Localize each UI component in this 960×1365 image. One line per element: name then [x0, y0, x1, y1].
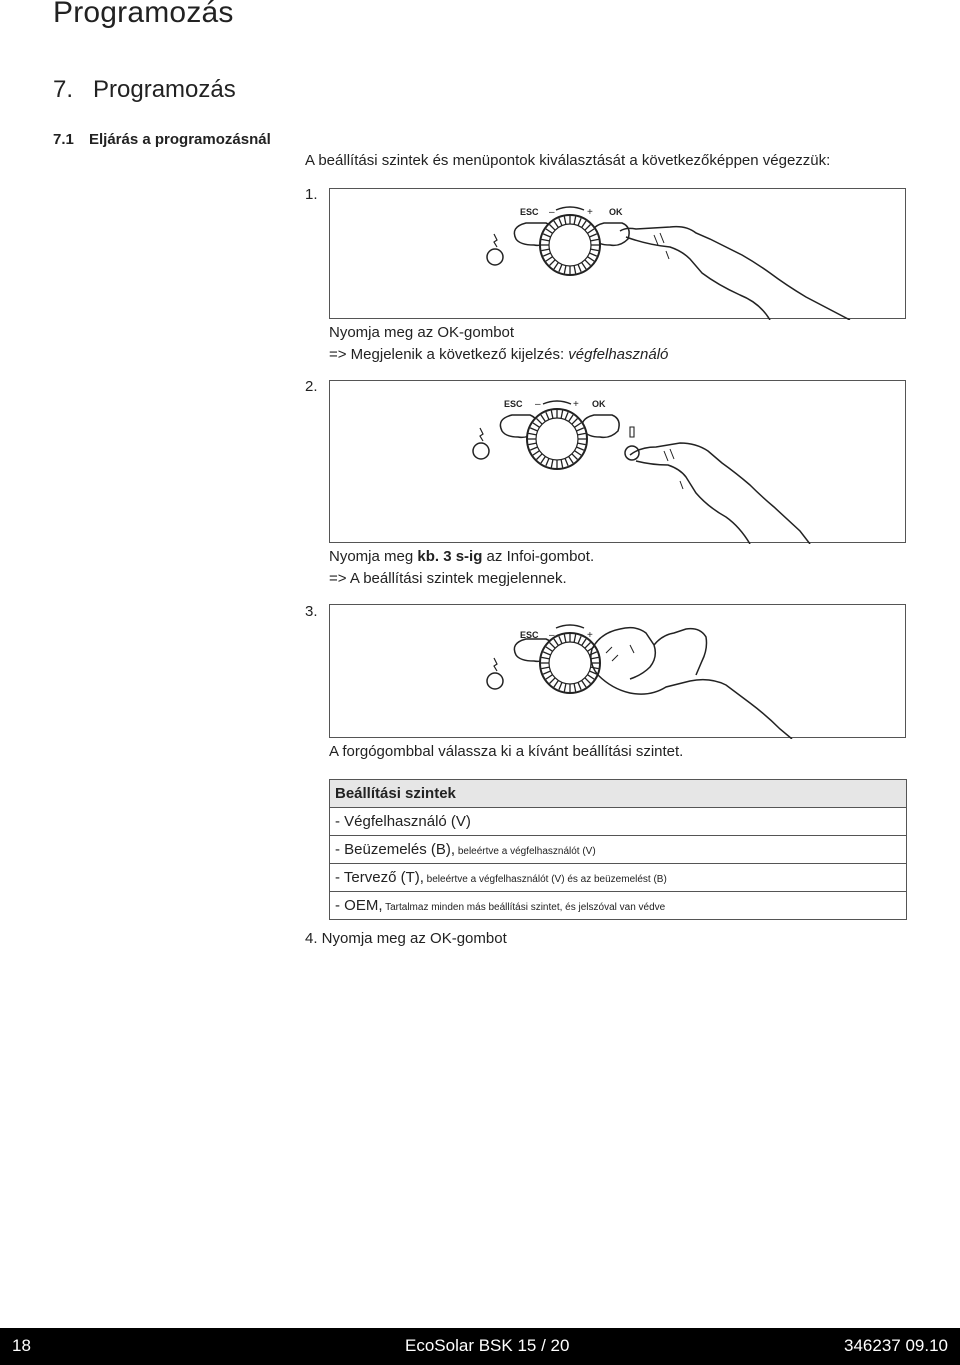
footer-page-number: 18	[12, 1336, 31, 1355]
section-title: Eljárás a programozásnál	[89, 131, 271, 148]
control-panel-illustration	[330, 381, 907, 544]
step-number-3: 3.	[305, 603, 318, 620]
table-header-cell: Beállítási szintek	[330, 780, 907, 808]
figure-step-1	[329, 188, 906, 319]
plus-label: +	[587, 630, 593, 641]
caption-step-3: A forgógombbal válassza ki a kívánt beállítási szintet.	[329, 743, 684, 760]
level-name: - Beüzemelés (B),	[335, 841, 456, 858]
control-panel-illustration	[330, 605, 907, 739]
hand-illustration	[630, 443, 810, 544]
control-panel-illustration	[330, 189, 907, 320]
caption-emphasis: végfelhasználó	[568, 346, 669, 363]
level-note: Tartalmaz minden más beállítási szintet, és jelszóval van védve	[382, 902, 666, 913]
figure-step-3	[329, 604, 906, 738]
page-footer	[0, 1328, 960, 1365]
level-name: - OEM,	[335, 897, 383, 914]
settings-levels-table	[329, 779, 907, 920]
section-number: 7.1	[53, 131, 74, 148]
info-button-shape	[487, 249, 503, 265]
figure-step-2	[329, 380, 906, 543]
esc-label: ESC	[520, 630, 539, 640]
esc-label: ESC	[504, 399, 523, 409]
chapter-heading	[53, 76, 236, 104]
table-cell	[330, 836, 907, 864]
caption-step-2	[329, 546, 594, 590]
chapter-number: 7.	[53, 76, 74, 103]
hand-illustration	[620, 227, 850, 320]
esc-label: ESC	[520, 207, 539, 217]
table-cell	[330, 864, 907, 892]
caption-line: => A beállítási szintek megjelennek.	[329, 570, 567, 587]
footer-doc-number: 346237 09.10	[844, 1336, 948, 1355]
table-row	[330, 836, 907, 864]
ok-label: OK	[609, 207, 623, 217]
table-cell	[330, 808, 907, 836]
table-row	[330, 808, 907, 836]
caption-text: Nyomja meg	[329, 548, 418, 565]
intro-text: A beállítási szintek és menüpontok kiválasztását a következőképpen végezzük:	[305, 152, 831, 169]
wrench-icon	[494, 234, 497, 247]
table-header-row	[330, 780, 907, 808]
footer-model: EcoSolar BSK 15 / 20	[405, 1336, 570, 1355]
caption-line	[329, 546, 594, 568]
minus-label: –	[549, 630, 555, 641]
plus-label: +	[587, 207, 593, 218]
table-cell	[330, 892, 907, 920]
level-note: beleértve a végfelhasználót (V) és az beüzemelést (B)	[423, 874, 667, 885]
table-row	[330, 892, 907, 920]
minus-label: –	[535, 399, 541, 410]
ok-button-shape	[582, 415, 619, 437]
caption-line: Nyomja meg az OK-gombot	[329, 324, 515, 341]
level-note: beleértve a végfelhasználót (V)	[455, 846, 596, 857]
section-heading	[53, 131, 271, 148]
step-number-2: 2.	[305, 378, 318, 395]
level-name: - Végfelhasználó (V)	[335, 813, 471, 830]
info-button-shape	[487, 673, 503, 689]
level-name: - Tervező (T),	[335, 869, 424, 886]
wrench-icon	[480, 428, 483, 441]
hand-illustration	[591, 628, 792, 739]
caption-text: az Infoi-gombot.	[482, 548, 595, 565]
wrench-icon	[494, 658, 497, 671]
table-row	[330, 864, 907, 892]
caption-text: => Megjelenik a következő kijelzés:	[329, 346, 569, 363]
caption-bold: kb. 3 s-ig	[417, 548, 483, 565]
step-4-text: 4. Nyomja meg az OK-gombot	[305, 930, 507, 947]
plus-label: +	[573, 399, 579, 410]
info-icon	[630, 427, 634, 437]
caption-line	[329, 344, 668, 366]
minus-label: –	[549, 207, 555, 218]
caption-step-1	[329, 322, 668, 366]
page-header-title: Programozás	[53, 0, 234, 29]
wrench-button-shape	[473, 443, 489, 459]
chapter-title: Programozás	[93, 76, 236, 103]
ok-label: OK	[592, 399, 606, 409]
step-number-1: 1.	[305, 186, 318, 203]
